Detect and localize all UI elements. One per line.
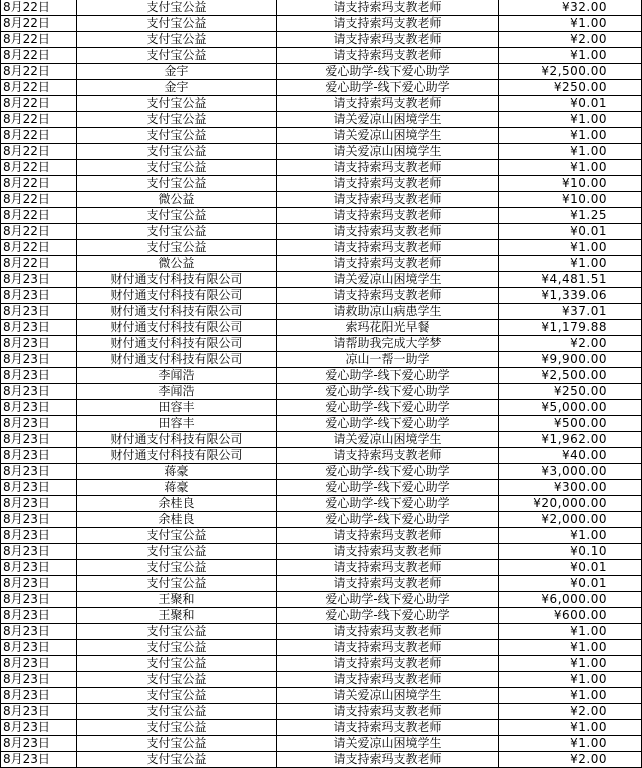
project-cell: 请支持索玛支教老师: [277, 720, 499, 736]
project-cell: 爱心助学-线下爱心助学: [277, 480, 499, 496]
date-cell: 8月22日: [1, 48, 77, 64]
donation-table-body: [1, 0, 642, 768]
date-cell: 8月23日: [1, 384, 77, 400]
donor-cell: 支付宝公益: [77, 48, 277, 64]
date-cell: 8月22日: [1, 32, 77, 48]
amount-cell: ¥0.01: [499, 224, 642, 240]
table-row: [1, 416, 642, 432]
project-cell: 请关爱凉山困境学生: [277, 688, 499, 704]
amount-cell: ¥1.00: [499, 256, 642, 272]
donor-cell: 支付宝公益: [77, 208, 277, 224]
amount-cell: ¥2,000.00: [499, 512, 642, 528]
table-row: [1, 352, 642, 368]
date-cell: 8月23日: [1, 288, 77, 304]
date-cell: 8月23日: [1, 448, 77, 464]
donor-cell: 支付宝公益: [77, 752, 277, 768]
project-cell: 请支持索玛支教老师: [277, 0, 499, 16]
project-cell: 请支持索玛支教老师: [277, 32, 499, 48]
date-cell: 8月23日: [1, 736, 77, 752]
table-row: [1, 192, 642, 208]
donor-cell: 王聚和: [77, 608, 277, 624]
table-row: [1, 48, 642, 64]
project-cell: 请支持索玛支教老师: [277, 96, 499, 112]
amount-cell: ¥1.00: [499, 656, 642, 672]
table-row: [1, 96, 642, 112]
project-cell: 请关爱凉山困境学生: [277, 736, 499, 752]
date-cell: 8月23日: [1, 544, 77, 560]
date-cell: 8月23日: [1, 528, 77, 544]
amount-cell: ¥2,500.00: [499, 368, 642, 384]
donor-cell: 支付宝公益: [77, 640, 277, 656]
project-cell: 爱心助学-线下爱心助学: [277, 400, 499, 416]
date-cell: 8月23日: [1, 320, 77, 336]
project-cell: 请支持索玛支教老师: [277, 448, 499, 464]
donor-cell: 支付宝公益: [77, 736, 277, 752]
project-cell: 请关爱凉山困境学生: [277, 128, 499, 144]
amount-cell: ¥1.00: [499, 112, 642, 128]
project-cell: 请救助凉山病患学生: [277, 304, 499, 320]
donor-cell: 财付通支付科技有限公司: [77, 432, 277, 448]
amount-cell: ¥600.00: [499, 608, 642, 624]
project-cell: 请支持索玛支教老师: [277, 576, 499, 592]
amount-cell: ¥2.00: [499, 704, 642, 720]
project-cell: 爱心助学-线下爱心助学: [277, 368, 499, 384]
table-row: [1, 256, 642, 272]
amount-cell: ¥500.00: [499, 416, 642, 432]
donor-cell: 支付宝公益: [77, 160, 277, 176]
amount-cell: ¥1.00: [499, 128, 642, 144]
donor-cell: 余桂良: [77, 512, 277, 528]
project-cell: 请支持索玛支教老师: [277, 176, 499, 192]
amount-cell: ¥1.00: [499, 48, 642, 64]
date-cell: 8月23日: [1, 672, 77, 688]
project-cell: 请帮助我完成大学梦: [277, 336, 499, 352]
amount-cell: ¥1.00: [499, 240, 642, 256]
donor-cell: 支付宝公益: [77, 560, 277, 576]
date-cell: 8月23日: [1, 624, 77, 640]
donor-cell: 支付宝公益: [77, 176, 277, 192]
table-row: [1, 384, 642, 400]
amount-cell: ¥37.01: [499, 304, 642, 320]
date-cell: 8月23日: [1, 336, 77, 352]
date-cell: 8月23日: [1, 512, 77, 528]
project-cell: 请支持索玛支教老师: [277, 624, 499, 640]
table-row: [1, 448, 642, 464]
table-row: [1, 704, 642, 720]
donor-cell: 支付宝公益: [77, 704, 277, 720]
table-row: [1, 592, 642, 608]
donor-cell: 蒋豪: [77, 480, 277, 496]
table-row: [1, 576, 642, 592]
amount-cell: ¥250.00: [499, 80, 642, 96]
table-row: [1, 64, 642, 80]
table-row: [1, 528, 642, 544]
date-cell: 8月22日: [1, 256, 77, 272]
donor-cell: 支付宝公益: [77, 624, 277, 640]
date-cell: 8月23日: [1, 720, 77, 736]
date-cell: 8月23日: [1, 464, 77, 480]
amount-cell: ¥6,000.00: [499, 592, 642, 608]
donor-cell: 支付宝公益: [77, 688, 277, 704]
donor-cell: 支付宝公益: [77, 32, 277, 48]
donor-cell: 李闻浩: [77, 368, 277, 384]
date-cell: 8月23日: [1, 352, 77, 368]
date-cell: 8月23日: [1, 304, 77, 320]
project-cell: 请支持索玛支教老师: [277, 752, 499, 768]
table-row: [1, 656, 642, 672]
amount-cell: ¥1,962.00: [499, 432, 642, 448]
project-cell: 请支持索玛支教老师: [277, 208, 499, 224]
donor-cell: 支付宝公益: [77, 576, 277, 592]
project-cell: 请支持索玛支教老师: [277, 160, 499, 176]
date-cell: 8月23日: [1, 368, 77, 384]
table-row: [1, 432, 642, 448]
project-cell: 请支持索玛支教老师: [277, 288, 499, 304]
project-cell: 凉山一帮一助学: [277, 352, 499, 368]
amount-cell: ¥2.00: [499, 32, 642, 48]
amount-cell: ¥2.00: [499, 752, 642, 768]
table-row: [1, 0, 642, 16]
donor-cell: 支付宝公益: [77, 224, 277, 240]
date-cell: 8月23日: [1, 592, 77, 608]
donor-cell: 财付通支付科技有限公司: [77, 304, 277, 320]
table-row: [1, 112, 642, 128]
donor-cell: 财付通支付科技有限公司: [77, 352, 277, 368]
date-cell: 8月23日: [1, 416, 77, 432]
table-row: [1, 304, 642, 320]
donor-cell: 金宇: [77, 64, 277, 80]
project-cell: 请支持索玛支教老师: [277, 560, 499, 576]
amount-cell: ¥1.25: [499, 208, 642, 224]
project-cell: 请支持索玛支教老师: [277, 656, 499, 672]
date-cell: 8月22日: [1, 96, 77, 112]
date-cell: 8月23日: [1, 480, 77, 496]
table-row: [1, 720, 642, 736]
date-cell: 8月23日: [1, 560, 77, 576]
table-row: [1, 208, 642, 224]
table-row: [1, 272, 642, 288]
amount-cell: ¥1.00: [499, 720, 642, 736]
table-row: [1, 624, 642, 640]
amount-cell: ¥1,179.88: [499, 320, 642, 336]
amount-cell: ¥3,000.00: [499, 464, 642, 480]
date-cell: 8月23日: [1, 432, 77, 448]
table-row: [1, 736, 642, 752]
table-row: [1, 224, 642, 240]
donor-cell: 支付宝公益: [77, 240, 277, 256]
date-cell: 8月23日: [1, 656, 77, 672]
project-cell: 请关爱凉山困境学生: [277, 144, 499, 160]
donor-cell: 支付宝公益: [77, 720, 277, 736]
project-cell: 爱心助学-线下爱心助学: [277, 80, 499, 96]
project-cell: 请关爱凉山困境学生: [277, 432, 499, 448]
table-row: [1, 368, 642, 384]
project-cell: 爱心助学-线下爱心助学: [277, 592, 499, 608]
amount-cell: ¥0.01: [499, 576, 642, 592]
project-cell: 请支持索玛支教老师: [277, 16, 499, 32]
donor-cell: 支付宝公益: [77, 672, 277, 688]
date-cell: 8月22日: [1, 160, 77, 176]
donor-cell: 支付宝公益: [77, 128, 277, 144]
table-row: [1, 128, 642, 144]
amount-cell: ¥1.00: [499, 672, 642, 688]
table-row: [1, 160, 642, 176]
amount-cell: ¥10.00: [499, 192, 642, 208]
amount-cell: ¥0.01: [499, 560, 642, 576]
project-cell: 请支持索玛支教老师: [277, 704, 499, 720]
project-cell: 请支持索玛支教老师: [277, 672, 499, 688]
date-cell: 8月23日: [1, 752, 77, 768]
donor-cell: 支付宝公益: [77, 144, 277, 160]
donor-cell: 王聚和: [77, 592, 277, 608]
date-cell: 8月22日: [1, 208, 77, 224]
table-row: [1, 80, 642, 96]
donor-cell: 财付通支付科技有限公司: [77, 320, 277, 336]
project-cell: 请支持索玛支教老师: [277, 256, 499, 272]
date-cell: 8月22日: [1, 0, 77, 16]
amount-cell: ¥20,000.00: [499, 496, 642, 512]
donor-cell: 财付通支付科技有限公司: [77, 272, 277, 288]
table-row: [1, 496, 642, 512]
amount-cell: ¥1.00: [499, 640, 642, 656]
project-cell: 请关爱凉山困境学生: [277, 112, 499, 128]
date-cell: 8月23日: [1, 688, 77, 704]
project-cell: 爱心助学-线下爱心助学: [277, 384, 499, 400]
amount-cell: ¥2.00: [499, 336, 642, 352]
table-row: [1, 640, 642, 656]
date-cell: 8月23日: [1, 640, 77, 656]
amount-cell: ¥2,500.00: [499, 64, 642, 80]
donor-cell: 李闻浩: [77, 384, 277, 400]
donor-cell: 蒋豪: [77, 464, 277, 480]
amount-cell: ¥1.00: [499, 528, 642, 544]
project-cell: 爱心助学-线下爱心助学: [277, 608, 499, 624]
amount-cell: ¥1.00: [499, 16, 642, 32]
table-row: [1, 608, 642, 624]
date-cell: 8月22日: [1, 64, 77, 80]
table-row: [1, 560, 642, 576]
amount-cell: ¥300.00: [499, 480, 642, 496]
amount-cell: ¥4,481.51: [499, 272, 642, 288]
table-row: [1, 752, 642, 768]
date-cell: 8月23日: [1, 272, 77, 288]
amount-cell: ¥10.00: [499, 176, 642, 192]
date-cell: 8月22日: [1, 192, 77, 208]
project-cell: 请支持索玛支教老师: [277, 48, 499, 64]
amount-cell: ¥1.00: [499, 160, 642, 176]
amount-cell: ¥9,900.00: [499, 352, 642, 368]
donor-cell: 田容丰: [77, 400, 277, 416]
date-cell: 8月22日: [1, 176, 77, 192]
amount-cell: ¥1.00: [499, 624, 642, 640]
amount-cell: ¥1.00: [499, 736, 642, 752]
date-cell: 8月22日: [1, 224, 77, 240]
project-cell: 爱心助学-线下爱心助学: [277, 464, 499, 480]
donor-cell: 支付宝公益: [77, 544, 277, 560]
table-row: [1, 16, 642, 32]
table-row: [1, 464, 642, 480]
table-row: [1, 176, 642, 192]
donor-cell: 金宇: [77, 80, 277, 96]
date-cell: 8月23日: [1, 496, 77, 512]
amount-cell: ¥1.00: [499, 144, 642, 160]
table-row: [1, 688, 642, 704]
table-row: [1, 144, 642, 160]
project-cell: 请支持索玛支教老师: [277, 544, 499, 560]
table-row: [1, 32, 642, 48]
amount-cell: ¥1,339.06: [499, 288, 642, 304]
date-cell: 8月22日: [1, 240, 77, 256]
table-row: [1, 672, 642, 688]
date-cell: 8月23日: [1, 576, 77, 592]
table-row: [1, 400, 642, 416]
date-cell: 8月22日: [1, 80, 77, 96]
project-cell: 请支持索玛支教老师: [277, 528, 499, 544]
project-cell: 请支持索玛支教老师: [277, 240, 499, 256]
amount-cell: ¥40.00: [499, 448, 642, 464]
date-cell: 8月23日: [1, 400, 77, 416]
donor-cell: 支付宝公益: [77, 656, 277, 672]
table-row: [1, 336, 642, 352]
donor-cell: 微公益: [77, 256, 277, 272]
date-cell: 8月23日: [1, 608, 77, 624]
table-row: [1, 240, 642, 256]
donor-cell: 财付通支付科技有限公司: [77, 448, 277, 464]
project-cell: 爱心助学-线下爱心助学: [277, 496, 499, 512]
project-cell: 请支持索玛支教老师: [277, 640, 499, 656]
project-cell: 请支持索玛支教老师: [277, 192, 499, 208]
donor-cell: 余桂良: [77, 496, 277, 512]
date-cell: 8月22日: [1, 128, 77, 144]
amount-cell: ¥5,000.00: [499, 400, 642, 416]
amount-cell: ¥250.00: [499, 384, 642, 400]
donor-cell: 支付宝公益: [77, 0, 277, 16]
donor-cell: 田容丰: [77, 416, 277, 432]
table-row: [1, 320, 642, 336]
project-cell: 爱心助学-线下爱心助学: [277, 64, 499, 80]
donor-cell: 支付宝公益: [77, 528, 277, 544]
amount-cell: ¥0.10: [499, 544, 642, 560]
project-cell: 请支持索玛支教老师: [277, 224, 499, 240]
table-row: [1, 288, 642, 304]
project-cell: 爱心助学-线下爱心助学: [277, 416, 499, 432]
table-row: [1, 512, 642, 528]
table-row: [1, 480, 642, 496]
project-cell: 爱心助学-线下爱心助学: [277, 512, 499, 528]
date-cell: 8月22日: [1, 16, 77, 32]
donor-cell: 微公益: [77, 192, 277, 208]
donor-cell: 支付宝公益: [77, 16, 277, 32]
date-cell: 8月23日: [1, 704, 77, 720]
donor-cell: 支付宝公益: [77, 96, 277, 112]
amount-cell: ¥0.01: [499, 96, 642, 112]
donor-cell: 财付通支付科技有限公司: [77, 288, 277, 304]
donor-cell: 支付宝公益: [77, 112, 277, 128]
amount-cell: ¥1.00: [499, 688, 642, 704]
project-cell: 请关爱凉山困境学生: [277, 272, 499, 288]
donor-cell: 财付通支付科技有限公司: [77, 336, 277, 352]
amount-cell: ¥32.00: [499, 0, 642, 16]
table-row: [1, 544, 642, 560]
date-cell: 8月22日: [1, 112, 77, 128]
date-cell: 8月22日: [1, 144, 77, 160]
project-cell: 索玛花阳光早餐: [277, 320, 499, 336]
